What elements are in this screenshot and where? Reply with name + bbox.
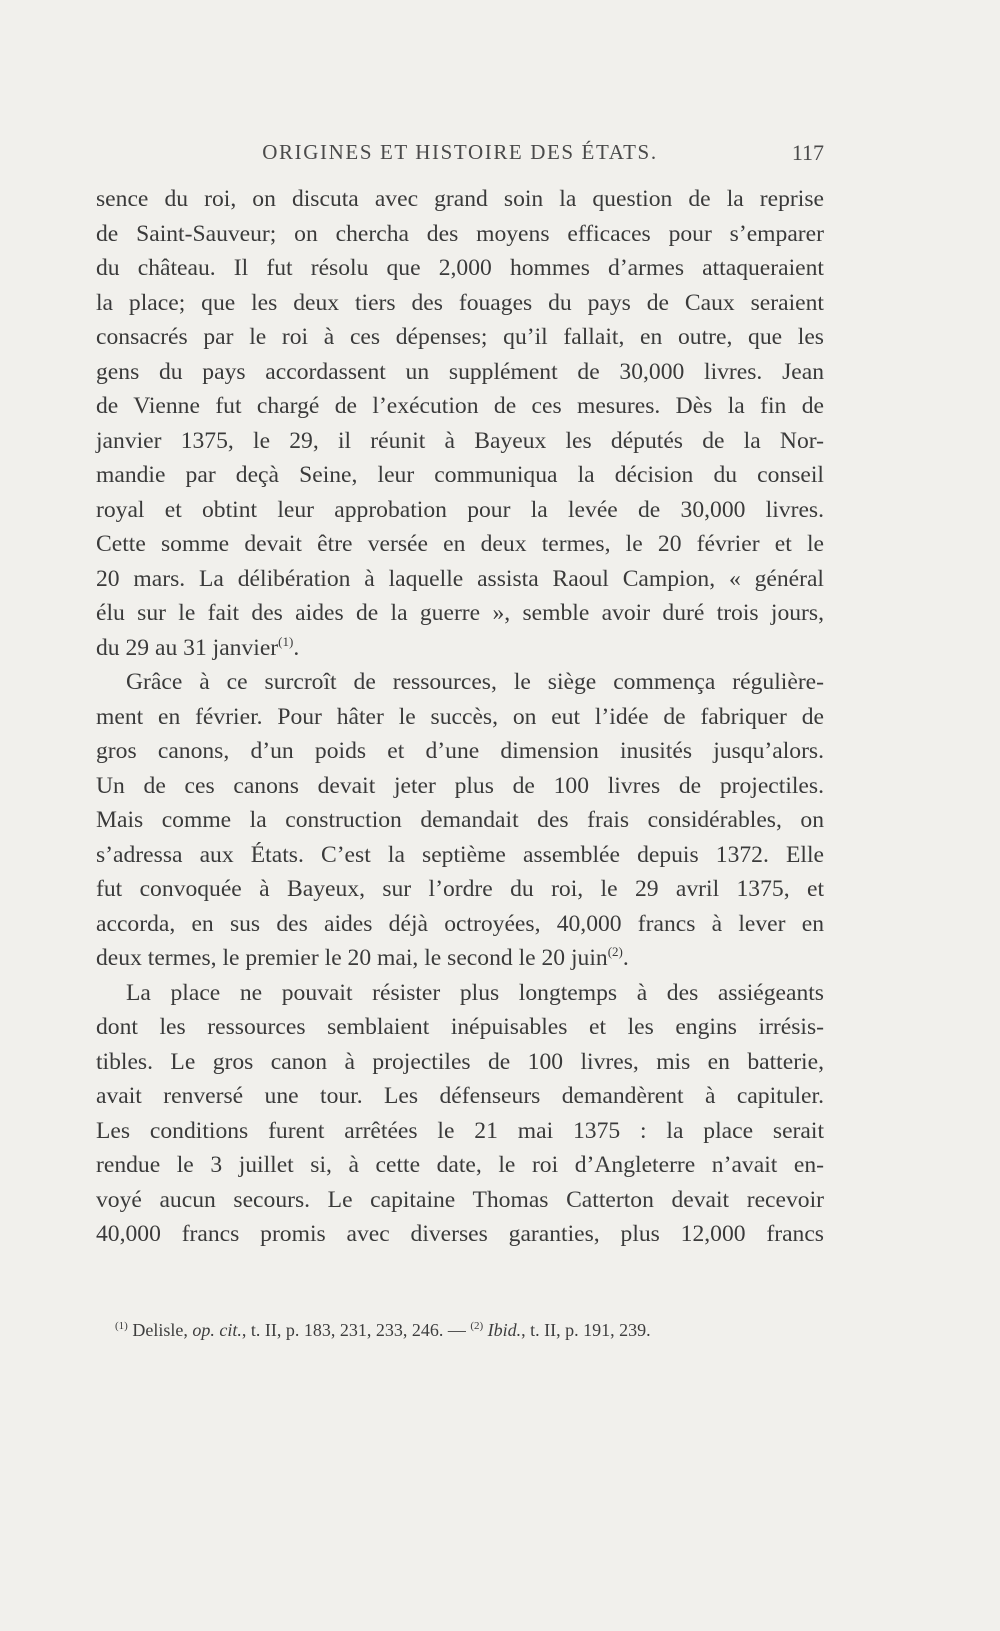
text-line: avait renversé une tour. Les défenseurs demandèrent à capituler.	[96, 1083, 824, 1109]
footnote-mark: (2)	[470, 1320, 484, 1332]
footnote-author: Delisle,	[132, 1320, 193, 1340]
text-line: s’adressa aux États. C’est la septième assemblée depuis 1372. Elle	[96, 841, 824, 868]
text-fragment: deux termes, le premier le 20 mai, le second le 20 juin	[96, 945, 608, 971]
footnote-citation: Ibid.	[487, 1320, 522, 1340]
text-line: tibles. Le gros canon à projectiles de 100 livres, mis en batterie,	[96, 1048, 824, 1075]
footnote-reference[interactable]: (1)	[278, 633, 294, 649]
text-line: consacrés par le roi à ces dépenses; qu’il fallait, en outre, que les	[96, 324, 824, 350]
text-line: Grâce à ce surcroît de ressources, le siège commença régulière-	[126, 669, 824, 695]
text-line: janvier 1375, le 29, il réunit à Bayeux les députés de la Nor-	[96, 427, 824, 454]
footnote-text: , t. II, p. 183, 231, 233, 246. —	[241, 1320, 471, 1340]
text-line: Les conditions furent arrêtées le 21 mai 1375 : la place serait	[96, 1117, 824, 1144]
running-title: ORIGINES ET HISTOIRE DES ÉTATS.	[262, 140, 658, 164]
text-line: fut convoquée à Bayeux, sur l’ordre du roi, le 29 avril 1375, et	[96, 876, 824, 902]
text-line: élu sur le fait des aides de la guerre », semble avoir duré trois jours,	[96, 600, 824, 626]
text-line: de Saint-Sauveur; on chercha des moyens efficaces pour s’emparer	[96, 220, 824, 247]
footnotes	[115, 1320, 825, 1341]
text-line: Un de ces canons devait jeter plus de 100 livres de projectiles.	[96, 772, 824, 799]
footnote-citation: op. cit.	[192, 1320, 242, 1340]
text-fragment: .	[622, 945, 629, 971]
page-number: 117	[791, 140, 824, 165]
text-line-last	[96, 631, 824, 666]
text-line: dont les ressources semblaient inépuisables et les engins irrésis-	[96, 1014, 824, 1040]
text-line: gros canons, d’un poids et d’une dimension inusités jusqu’alors.	[96, 738, 824, 764]
paragraph-3	[96, 976, 824, 1252]
running-header	[96, 140, 824, 168]
text-line: mandie par deçà Seine, leur communiqua la décision du conseil	[96, 462, 824, 488]
footnote-reference[interactable]: (2)	[607, 944, 623, 959]
text-line: la place; que les deux tiers des fouages du pays de Caux seraient	[96, 289, 824, 316]
text-line: Mais comme la construction demandait des frais considérables, on	[96, 807, 824, 833]
text-line: La place ne pouvait résister plus longtemps à des assiégeants	[126, 979, 824, 1006]
text-line: du château. Il fut résolu que 2,000 hommes d’armes attaqueraient	[96, 255, 824, 281]
text-line: 20 mars. La délibération à laquelle assista Raoul Campion, « général	[96, 565, 824, 592]
main-text	[96, 182, 824, 1252]
text-line: 40,000 francs promis avec diverses garanties, plus 12,000 francs	[96, 1221, 824, 1247]
text-line: accorda, en sus des aides déjà octroyées, 40,000 francs à lever en	[96, 910, 824, 937]
text-line-last	[96, 941, 824, 976]
text-line: de Vienne fut chargé de l’exécution de ces mesures. Dès la fin de	[96, 393, 824, 419]
text-line: gens du pays accordassent un supplément de 30,000 livres. Jean	[96, 358, 824, 385]
text-line: rendue le 3 juillet si, à cette date, le roi d’Angleterre n’avait en-	[96, 1152, 824, 1178]
text-line: voyé aucun secours. Le capitaine Thomas Catterton devait recevoir	[96, 1186, 824, 1213]
footnote-mark: (1)	[115, 1320, 128, 1332]
paragraph-2	[96, 665, 824, 976]
text-fragment: du 29 au 31 janvier	[96, 634, 279, 661]
footnote-text: , t. II, p. 191, 239.	[521, 1320, 651, 1340]
text-line: royal et obtint leur approbation pour la levée de 30,000 livres.	[96, 496, 824, 523]
text-line: Cette somme devait être versée en deux termes, le 20 février et le	[96, 531, 824, 557]
text-line: sence du roi, on discuta avec grand soin la question de la reprise	[96, 186, 824, 212]
paragraph-1	[96, 182, 824, 665]
text-fragment: .	[293, 634, 300, 661]
text-line: ment en février. Pour hâter le succès, on eut l’idée de fabriquer de	[96, 703, 824, 730]
